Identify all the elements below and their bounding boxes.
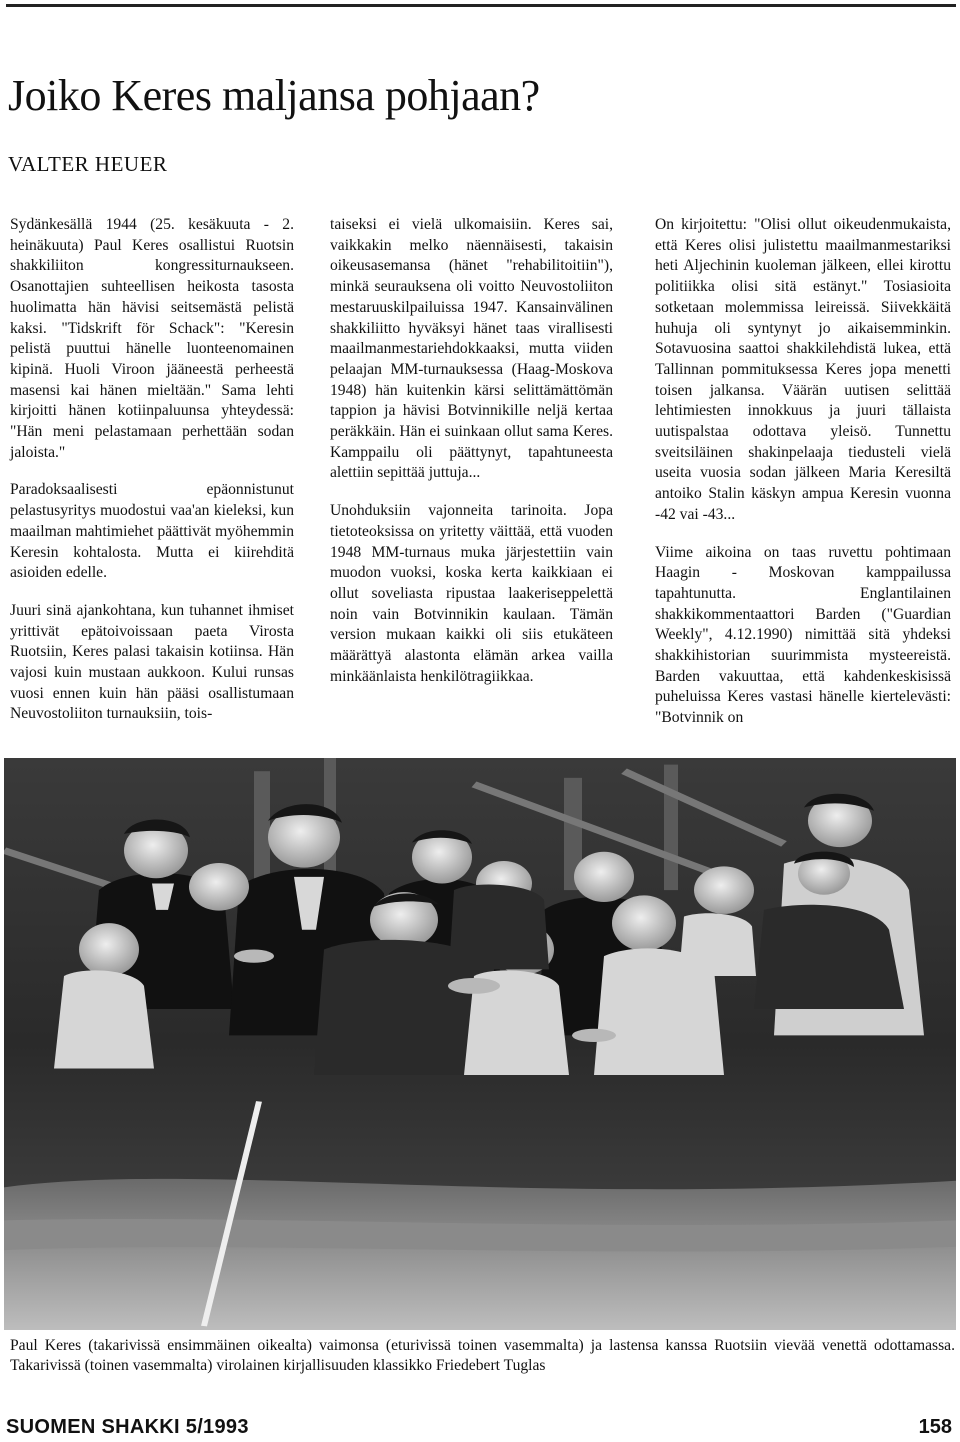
paragraph: Viime aikoina on taas ruvettu pohtimaan Haagin - Moskovan kamppailussa tapahtunutta. Englantilainen shakkikommentaattori Barden ("Guardian Weekly", 4.12.1990) nimittää sitä yhdeksi shakkihistorian suurimmista mysteereistä. Barden vakuuttaa, että kahdenkeskisissä puheluissa Keres vastasi hänelle kiertelevästi: "Botvinnik on [655,543,951,727]
article-title: Joiko Keres maljansa pohjaan? [8,71,540,120]
paragraph: On kirjoitettu: "Olisi ollut oikeudenmukaista, että Keres olisi julistettu maailmanmestariksi heti Aljechinin kuoleman jälkeen, ellei kirottu politiikka olisi sitä estänyt." Tosiasioita sotketaan molemmissa leireissä. Siivekkäitä huhuja oli syntynyt jo aikaisemminkin. Sotavuosina saattoi shakkilehdistä lukea, että Tallinnan pommituksessa Keres jopa menetti toisen jalkansa. Väärän uutisen selittää lehtimiesten innokkuus ja juuri tällaista uutispalstaa odottava yleisö. Tunnettu sveitsiläinen shakinpelaaja tiedusteli vielä useita vuosia sodan jälkeen Maria Keresiltä antoiko Stalin käskyn ampua Keresin vuonna -42 vai -43... [655,216,951,523]
top-rule [6,4,956,7]
paragraph: Unohduksiin vajonneita tarinoita. Jopa tietoteoksissa on yritetty väittää, että vuoden 1948 MM-turnaus muka järjestettiin vain muodon vuoksi, koska kerta kaikkiaan ei ollut soveliasta ripustaa laakeriseppelettä noin vain Botvinnikin kaulaan. Tämän version mukaan kaikki oli siis etukäteen määrättyä alastonta elämän arkea vailla minkäänlaista henkilötragiikkaa. [330,502,613,685]
paragraph: Juuri sinä ajankohtana, kun tuhannet ihmiset yrittivät epätoivoissaan paeta Virosta Ruotsiin, Keres palasi takaisin kotiinsa. Hän vajosi kuin mustaan aukkoon. Kului runsas vuosi ennen kuin hän pääsi osallistumaan Neuvostoliiton turnauksiin, tois- [10,601,294,723]
paragraph: Sydänkesällä 1944 (25. kesäkuuta - 2. heinäkuuta) Paul Keres osallistui Ruotsin shakkiliiton kongressiturnaukseen. Osanottajien suhteellisen heikosta tasosta huolimatta hän hävisi seitsemästä pelistä kaksi. "Tidskrift för Schack": "Keresin pelistä puuttui hänelle luonteenomainen kipinä. Huoli Viroon jääneestä perheestä masensi kai hänen mieltään." Sama lehti kirjoitti hänen kotiinpaluunsa yhteydessä: "Hän meni pelastamaan perhettään sodan jaloista." [10,216,294,461]
text-column-2 [330,215,613,704]
text-column-3 [655,215,951,746]
family-photo [4,758,956,1330]
text-column-1 [10,215,294,742]
article-author: VALTER HEUER [8,152,168,176]
photo-caption: Paul Keres (takarivissä ensimmäinen oikealta) vaimonsa (eturivissä toinen vasemmalta) ja lastensa kanssa Ruotsiin vievää venettä odottamassa. Takarivissä (toinen vasemmalta) virolainen kirjallisuuden klassikko Friedebert Tuglas [10,1337,955,1374]
publication-footer: SUOMEN SHAKKI 5/1993 [6,1416,249,1438]
page-number: 158 [918,1416,952,1438]
paragraph: taiseksi ei vielä ulkomaisiin. Keres sai, vaikkakin melko näennäisesti, takaisin oikeusasemansa (hänet "rehabilitoitiin"), minkä seurauksena oli voitto Neuvostoliiton mestaruuskilpailuissa 1947. Kansainvälinen shakkiliitto hyväksyi hänet taas virallisesti maailmanmestariehdokkaaksi, mutta viiden pelaajan MM-turnauksessa (Haag-Moskova 1948) hän kuitenkin kärsi selittämättömän tappion ja hävisi Botvinnikille neljä kertaa peräkkäin. Hän ei suinkaan ollut sama Keres. Kamppailu oli päättynyt, tapahtuneesta alettiin sepittää juttuja... [330,216,613,482]
paragraph: Paradoksaalisesti epäonnistunut pelastusyritys muodostui vaa'an kieleksi, kun maailman mahtimiehet päättivät myöhemmin Keresin kohtalosta. Mutta ei kiirehditä asioiden edelle. [10,481,294,582]
